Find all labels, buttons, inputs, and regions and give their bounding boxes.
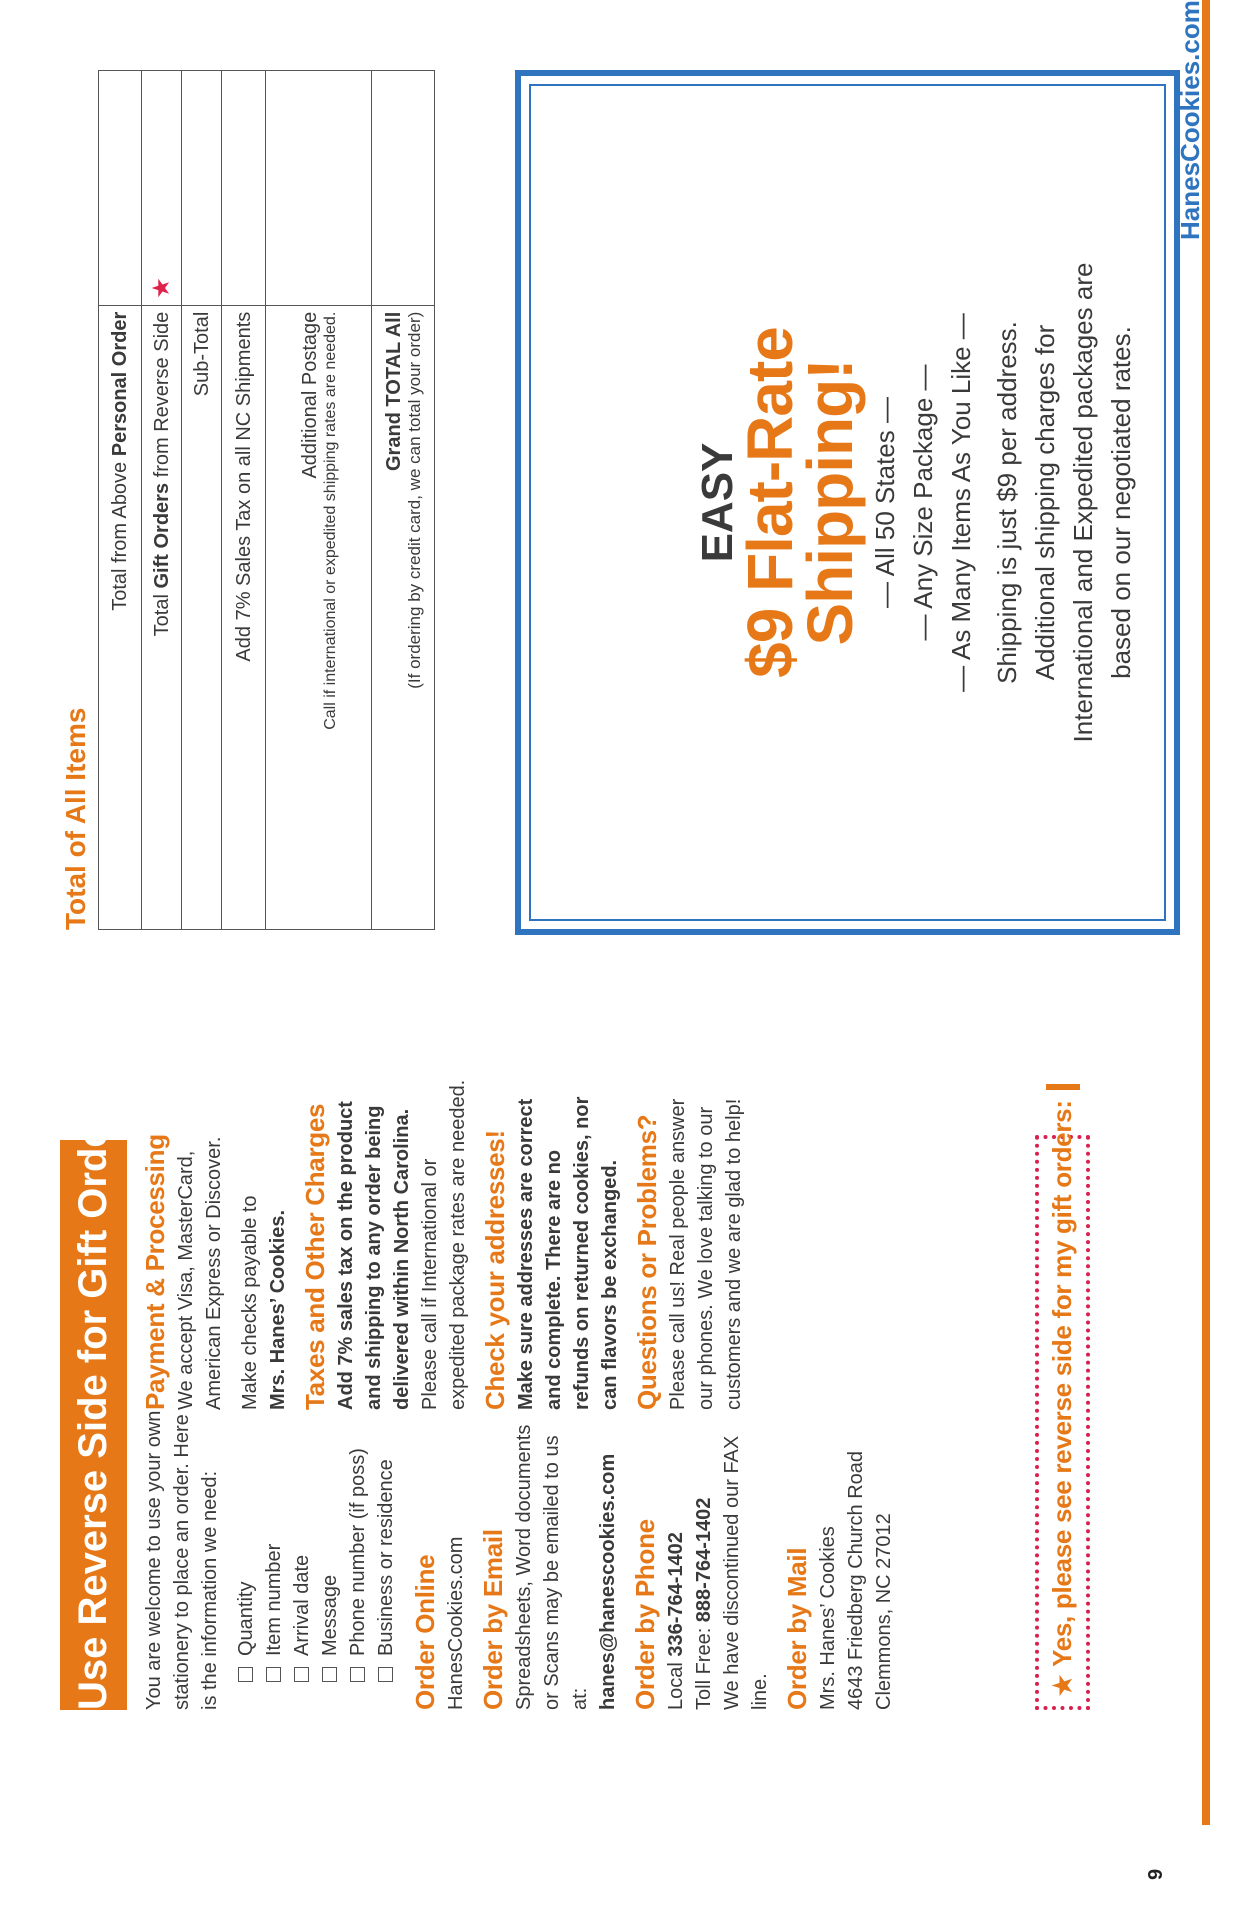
checkbox-icon: [294, 1667, 309, 1682]
gift-orders-banner: Use Reverse Side for Gift Orders: [60, 1140, 127, 1710]
sales-tax-field[interactable]: [222, 71, 266, 306]
gift-total-field[interactable]: [142, 71, 182, 306]
order-email-heading: Order by Email: [478, 1529, 508, 1710]
footer-rule: [1202, 0, 1210, 1825]
checklist-item: Item number: [260, 1410, 288, 1682]
checkbox-icon: [322, 1667, 337, 1682]
shipping-fine-print: based on our negotiated rates.: [1106, 326, 1136, 679]
checklist-item: Business or residence: [372, 1410, 400, 1682]
tollfree-phone[interactable]: 888-764-1402: [693, 1497, 715, 1623]
postage-field[interactable]: [266, 71, 372, 306]
table-row: [99, 71, 142, 930]
order-online-heading: Order Online: [410, 1554, 440, 1710]
checkbox-icon: [350, 1667, 365, 1682]
shipping-heading: Shipping!: [794, 359, 866, 646]
flat-rate-heading: $9 Flat-Rate: [734, 327, 806, 678]
table-row: [266, 71, 372, 930]
order-mail-heading: Order by Mail: [782, 1547, 812, 1710]
ordering-column: [140, 1410, 906, 1710]
page-number: 9: [1145, 1868, 1167, 1880]
checkbox-icon: [378, 1667, 393, 1682]
row-label: Total from Above Personal Order: [99, 305, 142, 929]
taxes-heading: Taxes and Other Charges: [300, 1103, 330, 1410]
personal-total-field[interactable]: [99, 71, 142, 306]
checklist-item: Arrival date: [288, 1410, 316, 1682]
shipping-inner-border: [529, 84, 1166, 921]
shipping-line: — As Many Items As You Like —: [946, 313, 976, 692]
order-email-address[interactable]: hanes@hanescookies.com: [597, 1453, 619, 1710]
checkbox-icon: [238, 1667, 253, 1682]
local-phone[interactable]: 336-764-1402: [665, 1532, 687, 1657]
order-phone-heading: Order by Phone: [630, 1519, 660, 1710]
gift-orders-checkbox[interactable]: [1046, 1084, 1080, 1090]
subtotal-field[interactable]: [182, 71, 222, 306]
shipping-line: — Any Size Package —: [908, 364, 938, 641]
checklist-item: Quantity: [232, 1410, 260, 1682]
star-icon: ★: [148, 277, 175, 299]
checklist-item: Phone number (if poss): [344, 1410, 372, 1682]
info-checklist: [232, 1410, 400, 1682]
payment-text: We accept Visa, MasterCard, American Express or Discover.: [175, 1136, 225, 1410]
gift-orders-confirm-box: [1035, 1100, 1090, 1710]
row-label: Grand TOTAL All (If ordering by credit card, we can total your order): [372, 305, 435, 929]
gift-orders-confirm-label: Yes, please see reverse side for my gift orders:: [1047, 1100, 1077, 1667]
easy-heading: EASY: [693, 442, 742, 563]
payment-heading: Payment & Processing: [140, 1134, 170, 1410]
checks-text: Make checks payable to Mrs. Hanes’ Cookies.: [239, 1195, 289, 1410]
flat-rate-shipping-box: [515, 70, 1180, 935]
table-row: [222, 71, 266, 930]
table-row: [182, 71, 222, 930]
order-online-site[interactable]: HanesCookies.com: [445, 1536, 467, 1710]
order-email-text: Spreadsheets, Word documents or Scans may be emailed to us at: hanes@hanescookies.com: [513, 1424, 619, 1710]
grand-total-field[interactable]: [372, 71, 435, 306]
check-heading: Check your addresses!: [480, 1130, 510, 1410]
questions-text: Please call us! Real people answer our phones. We love talking to our customers and we are glad to help!: [667, 1098, 745, 1410]
taxes-text: Add 7% sales tax on the product and shipping to any order being delivered within North Carolina. Please call if International or expedited package rates are needed.: [335, 1079, 469, 1410]
shipping-content: [693, 86, 1140, 919]
star-icon: ★: [1047, 1672, 1078, 1698]
shipping-line: — All 50 States —: [870, 397, 900, 608]
check-text: Make sure addresses are correct and complete. There are no refunds on returned cookies, nor can flavors be exchanged.: [515, 1096, 621, 1410]
checkbox-icon: [266, 1667, 281, 1682]
totals-table: [98, 70, 435, 930]
intro-text: You are welcome to use your own stationery to place an order. Here is the information we need:: [143, 1410, 221, 1710]
shipping-fine-print: Shipping is just $9 per address.: [992, 321, 1022, 684]
table-row: [142, 71, 182, 930]
shipping-fine-print: International and Expedited packages are: [1068, 262, 1098, 743]
footer-site-link[interactable]: HanesCookies.com: [1175, 0, 1205, 240]
mail-address: Mrs. Hanes’ Cookies 4643 Friedberg Church Road Clemmons, NC 27012: [817, 1450, 895, 1710]
totals-title: Total of All Items: [60, 707, 91, 930]
order-phone-text: Local 336-764-1402 Toll Free: 888-764-1402 We have discontinued our FAX line.: [665, 1435, 771, 1710]
table-row: [372, 71, 435, 930]
row-label: Additional Postage Call if international or expedited shipping rates are needed.: [266, 305, 372, 929]
policies-column: [140, 1075, 756, 1410]
shipping-fine-print: Additional shipping charges for: [1030, 324, 1060, 681]
questions-heading: Questions or Problems?: [632, 1114, 662, 1410]
checklist-item: Message: [316, 1410, 344, 1682]
row-label: Total Gift Orders from Reverse Side: [142, 305, 182, 929]
row-label: Add 7% Sales Tax on all NC Shipments: [222, 305, 266, 929]
row-label: Sub-Total: [182, 305, 222, 929]
